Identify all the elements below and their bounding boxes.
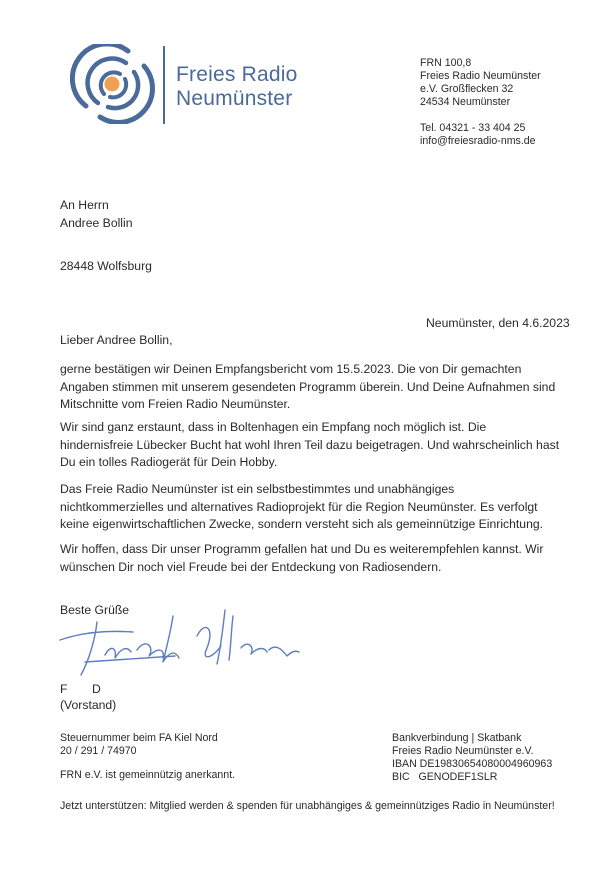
closing: Beste Grüße: [60, 603, 130, 617]
sender-address: [420, 57, 541, 148]
footer-bank: [392, 732, 552, 784]
recipient-salutation: An Herrn: [60, 198, 109, 212]
signatory-initial-last: D: [92, 682, 101, 696]
radio-waves-icon: [70, 44, 160, 124]
sender-phone: Tel. 04321 - 33 404 25: [420, 122, 526, 134]
recipient-name: Andree Bollin: [60, 215, 133, 230]
tax-label: Steuernummer beim FA Kiel Nord: [60, 732, 218, 744]
body-paragraph: Wir hoffen, dass Dir unser Programm gefallen hat und Du es weiterempfehlen kannst. Wir wünschen Dir noch viel Freude bei der Entdeckung von Radiosendern.: [60, 542, 544, 574]
bank-iban: IBAN DE19830654080004960963: [392, 758, 553, 770]
bank-holder: Freies Radio Neumünster e.V.: [392, 745, 534, 757]
bank-bic: BIC GENODEF1SLR: [392, 771, 498, 783]
body-paragraph: Wir sind ganz erstaunt, dass in Boltenhagen ein Empfang noch möglich ist. Die hindernisfreie Lübecker Bucht hat wohl Ihren Teil dazu beigetragen. Und wahrscheinlich hast Du ein tolles Radiogerät für Dein Hobby.: [60, 420, 560, 469]
redacted-street: [60, 232, 172, 250]
logo-divider: [163, 46, 165, 124]
bank-title: Bankverbindung | Skatbank: [392, 732, 522, 744]
support-line: Jetzt unterstützen: Mitglied werden & spenden für unabhängiges & gemeinnütziges Radio in Neumünster!: [60, 800, 555, 812]
logo: [70, 44, 310, 124]
greeting: Lieber Andree Bollin,: [60, 333, 173, 347]
logo-line-2: Neumünster: [176, 87, 293, 110]
charity-note: FRN e.V. ist gemeinnützig anerkannt.: [60, 769, 236, 781]
footer-tax: [60, 732, 218, 758]
sender-line: 24534 Neumünster: [420, 96, 511, 108]
body-paragraph: Das Freie Radio Neumünster ist ein selbstbestimmtes und unabhängiges nichtkommerzielles und alternatives Radioprojekt für die Region Neumünster. Es verfolgt keine eigenwirtschaftlichen Zwecke, sondern versteht sich als gemeinnützige Einrichtung.: [60, 482, 544, 531]
signatory-role: (Vorstand): [60, 698, 117, 712]
body-paragraph: gerne bestätigen wir Deinen Empfangsbericht vom 15.5.2023. Die von Dir gemachten Angaben stimmen mit unserem gesendeten Programm überein. Und Deine Aufnahmen sind Mitschnitte vom Freien Radio Neumünster.: [60, 362, 556, 411]
recipient-city: 28448 Wolfsburg: [60, 259, 152, 273]
sender-line: FRN 100,8: [420, 57, 472, 69]
handwritten-signature: [55, 600, 305, 680]
recipient-address: [60, 197, 172, 276]
logo-line-1: Freies Radio: [176, 63, 298, 86]
tax-number: 20 / 291 / 74970: [60, 745, 137, 757]
sender-line: e.V. Großflecken 32: [420, 83, 514, 95]
sender-email: info@freiesradio-nms.de: [420, 135, 536, 147]
signatory-initial-first: F: [60, 682, 68, 696]
date-line: Neumünster, den 4.6.2023: [426, 316, 570, 330]
sender-line: Freies Radio Neumünster: [420, 70, 541, 82]
